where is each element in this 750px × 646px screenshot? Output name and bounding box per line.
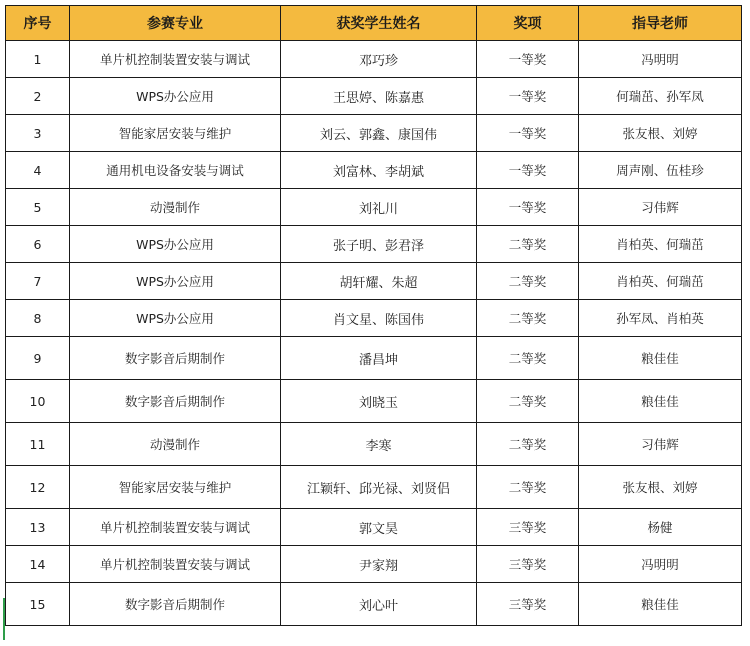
cell-no[interactable]: 13 (6, 509, 70, 546)
cell-students[interactable]: 尹家翔 (281, 546, 477, 583)
table-row (6, 380, 742, 423)
table-row (6, 337, 742, 380)
cell-major[interactable]: 单片机控制装置安装与调试 (70, 546, 281, 583)
cell-award[interactable]: 二等奖 (477, 337, 579, 380)
cell-major[interactable]: WPS办公应用 (70, 263, 281, 300)
header-students[interactable]: 获奖学生姓名 (281, 6, 477, 41)
cell-award[interactable]: 一等奖 (477, 78, 579, 115)
cell-award[interactable]: 三等奖 (477, 583, 579, 626)
table-row (6, 263, 742, 300)
cell-award[interactable]: 二等奖 (477, 300, 579, 337)
table-row (6, 189, 742, 226)
cell-students[interactable]: 肖文星、陈国伟 (281, 300, 477, 337)
table-row (6, 78, 742, 115)
table-row (6, 583, 742, 626)
cell-teacher[interactable]: 孙军凤、肖柏英 (579, 300, 742, 337)
cell-teacher[interactable]: 冯明明 (579, 41, 742, 78)
cell-teacher[interactable]: 杨健 (579, 509, 742, 546)
table-row (6, 423, 742, 466)
cell-students[interactable]: 刘晓玉 (281, 380, 477, 423)
cell-award[interactable]: 一等奖 (477, 189, 579, 226)
cell-students[interactable]: 刘心叶 (281, 583, 477, 626)
table-row (6, 300, 742, 337)
cell-major[interactable]: 数字影音后期制作 (70, 583, 281, 626)
table-row (6, 115, 742, 152)
cell-award[interactable]: 三等奖 (477, 509, 579, 546)
cell-no[interactable]: 9 (6, 337, 70, 380)
cell-students[interactable]: 刘富林、李胡斌 (281, 152, 477, 189)
cell-no[interactable]: 15 (6, 583, 70, 626)
cell-no[interactable]: 11 (6, 423, 70, 466)
cell-students[interactable]: 胡轩耀、朱超 (281, 263, 477, 300)
cell-no[interactable]: 6 (6, 226, 70, 263)
cell-students[interactable]: 潘昌坤 (281, 337, 477, 380)
cell-no[interactable]: 7 (6, 263, 70, 300)
cell-students[interactable]: 王思婷、陈嘉惠 (281, 78, 477, 115)
cell-no[interactable]: 5 (6, 189, 70, 226)
cell-teacher[interactable]: 肖柏英、何瑞茁 (579, 226, 742, 263)
table-row (6, 466, 742, 509)
table-row (6, 546, 742, 583)
cell-major[interactable]: 智能家居安装与维护 (70, 466, 281, 509)
cell-no[interactable]: 4 (6, 152, 70, 189)
cell-teacher[interactable]: 习伟辉 (579, 423, 742, 466)
cell-major[interactable]: 动漫制作 (70, 189, 281, 226)
header-award[interactable]: 奖项 (477, 6, 579, 41)
cell-teacher[interactable]: 冯明明 (579, 546, 742, 583)
cell-major[interactable]: 动漫制作 (70, 423, 281, 466)
cell-major[interactable]: 数字影音后期制作 (70, 337, 281, 380)
cell-major[interactable]: WPS办公应用 (70, 78, 281, 115)
cell-major[interactable]: 通用机电设备安装与调试 (70, 152, 281, 189)
cell-teacher[interactable]: 周声刚、伍桂珍 (579, 152, 742, 189)
cell-students[interactable]: 刘云、郭鑫、康国伟 (281, 115, 477, 152)
cell-award[interactable]: 二等奖 (477, 263, 579, 300)
cell-teacher[interactable]: 粮佳佳 (579, 380, 742, 423)
table-row (6, 509, 742, 546)
cell-award[interactable]: 二等奖 (477, 226, 579, 263)
cell-award[interactable]: 一等奖 (477, 152, 579, 189)
table-row (6, 152, 742, 189)
cell-teacher[interactable]: 习伟辉 (579, 189, 742, 226)
header-major[interactable]: 参赛专业 (70, 6, 281, 41)
table-row (6, 226, 742, 263)
cell-no[interactable]: 14 (6, 546, 70, 583)
cell-award[interactable]: 一等奖 (477, 115, 579, 152)
cell-award[interactable]: 二等奖 (477, 380, 579, 423)
cell-major[interactable]: 单片机控制装置安装与调试 (70, 41, 281, 78)
header-no[interactable]: 序号 (6, 6, 70, 41)
cell-award[interactable]: 二等奖 (477, 423, 579, 466)
cell-teacher[interactable]: 粮佳佳 (579, 337, 742, 380)
cell-students[interactable]: 李寒 (281, 423, 477, 466)
cell-students[interactable]: 刘礼川 (281, 189, 477, 226)
cell-no[interactable]: 3 (6, 115, 70, 152)
cell-no[interactable]: 2 (6, 78, 70, 115)
table-row (6, 41, 742, 78)
header-row (6, 6, 742, 41)
cell-teacher[interactable]: 张友根、刘婷 (579, 466, 742, 509)
cell-students[interactable]: 邓巧珍 (281, 41, 477, 78)
cell-no[interactable]: 10 (6, 380, 70, 423)
cell-students[interactable]: 郭文昊 (281, 509, 477, 546)
cell-students[interactable]: 江颖轩、邱光禄、刘贤侣 (281, 466, 477, 509)
cell-teacher[interactable]: 何瑞茁、孙军凤 (579, 78, 742, 115)
cell-no[interactable]: 1 (6, 41, 70, 78)
cell-major[interactable]: 单片机控制装置安装与调试 (70, 509, 281, 546)
header-teacher[interactable]: 指导老师 (579, 6, 742, 41)
cell-award[interactable]: 二等奖 (477, 466, 579, 509)
cell-award[interactable]: 三等奖 (477, 546, 579, 583)
cell-no[interactable]: 8 (6, 300, 70, 337)
awards-table (5, 5, 742, 626)
cell-teacher[interactable]: 张友根、刘婷 (579, 115, 742, 152)
cell-major[interactable]: WPS办公应用 (70, 226, 281, 263)
cell-major[interactable]: 数字影音后期制作 (70, 380, 281, 423)
cell-award[interactable]: 一等奖 (477, 41, 579, 78)
cell-teacher[interactable]: 粮佳佳 (579, 583, 742, 626)
cell-no[interactable]: 12 (6, 466, 70, 509)
sheet-left-edge (0, 0, 4, 646)
cell-major[interactable]: 智能家居安装与维护 (70, 115, 281, 152)
cell-teacher[interactable]: 肖柏英、何瑞茁 (579, 263, 742, 300)
cell-major[interactable]: WPS办公应用 (70, 300, 281, 337)
cell-students[interactable]: 张子明、彭君泽 (281, 226, 477, 263)
